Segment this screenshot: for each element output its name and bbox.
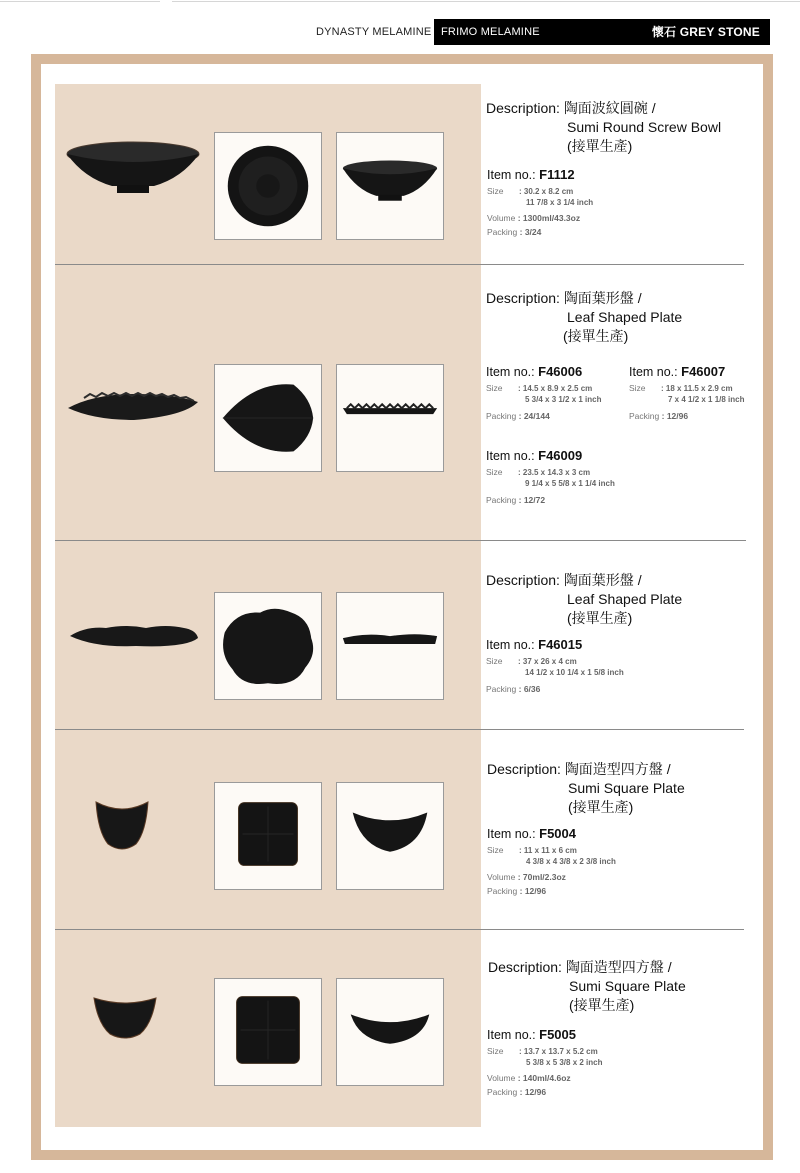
packing-value: : 12/96: [519, 886, 547, 896]
brand-nav: [0, 19, 800, 45]
size-label: Size: [486, 656, 503, 666]
section-divider: [55, 729, 744, 730]
bowl-top-view-box: [214, 132, 322, 240]
packing-label: Packing: [487, 227, 518, 237]
packing-value: : 12/96: [519, 1087, 547, 1097]
description-en: Sumi Square Plate: [569, 978, 686, 994]
item-no-value: F5004: [539, 826, 576, 841]
size-inch: 5 3/4 x 3 1/2 x 1 inch: [525, 395, 602, 404]
description-label: Description:: [486, 290, 560, 306]
nav-tab-grey-stone[interactable]: 懷石 GREY STONE: [564, 19, 770, 45]
description-label: Description:: [486, 572, 560, 588]
item-no-label: Item no.:: [487, 827, 536, 841]
size-cm: : 11 x 11 x 6 cm: [519, 846, 577, 855]
item-no-value: F46006: [538, 364, 583, 379]
size-inch: 14 1/2 x 10 1/4 x 1 5/8 inch: [525, 668, 624, 677]
packing-label: Packing: [486, 411, 517, 421]
item-spec-f46006: [486, 364, 602, 421]
packing-label: Packing: [487, 886, 518, 896]
item-no-value: F1112: [539, 167, 575, 182]
size-cm: : 13.7 x 13.7 x 5.2 cm: [519, 1047, 598, 1056]
description-block: [487, 760, 685, 817]
wavy-leaf-plate-angle-view-box: [336, 592, 444, 700]
description-note: (接單生產): [567, 610, 633, 626]
description-block: [486, 571, 682, 628]
item-no-label: Item no.:: [629, 365, 678, 379]
volume-label: Volume: [487, 213, 516, 223]
item-spec-f46007: [629, 364, 745, 421]
item-no-label: Item no.:: [487, 168, 536, 182]
size-cm: : 37 x 26 x 4 cm: [518, 657, 577, 666]
description-zh: 陶面波紋圓碗 /: [563, 100, 656, 116]
description-note: (接單生產): [567, 138, 633, 154]
volume-label: Volume: [487, 872, 516, 882]
item-no-label: Item no.:: [486, 449, 535, 463]
description-note: (接單生產): [569, 997, 635, 1013]
wavy-leaf-plate-side-photo: [66, 618, 200, 652]
packing-value: : 12/96: [661, 411, 689, 421]
size-cm: : 23.5 x 14.3 x 3 cm: [518, 468, 591, 477]
item-no-label: Item no.:: [486, 365, 535, 379]
description-zh: 陶面造型四方盤 /: [565, 959, 672, 975]
description-note: (接單生產): [568, 799, 634, 815]
description-zh: 陶面葉形盤 /: [563, 572, 642, 588]
size-label: Size: [486, 383, 503, 393]
nav-tab-frimo-melamine[interactable]: FRIMO MELAMINE: [434, 19, 564, 45]
size-cm: : 18 x 11.5 x 2.9 cm: [661, 384, 733, 393]
packing-label: Packing: [629, 411, 660, 421]
leaf-plate-side-photo: [64, 388, 202, 428]
item-no-label: Item no.:: [486, 638, 535, 652]
description-block: [486, 99, 721, 156]
size-cm: : 14.5 x 8.9 x 2.5 cm: [518, 384, 593, 393]
volume-value: : 1300ml/43.3oz: [517, 213, 581, 223]
packing-value: : 12/72: [518, 495, 546, 505]
packing-label: Packing: [486, 495, 517, 505]
item-no-value: F46015: [538, 637, 583, 652]
description-label: Description:: [487, 761, 561, 777]
size-cm: : 30.2 x 8.2 cm: [519, 187, 574, 196]
leaf-plate-top-view-box: [214, 364, 322, 472]
item-spec-f46015: [486, 637, 624, 694]
section-divider: [55, 929, 744, 930]
size-label: Size: [487, 845, 504, 855]
description-en: Sumi Square Plate: [568, 780, 685, 796]
item-spec-f5004: [487, 826, 616, 896]
square-dish-top-view-box: [214, 978, 322, 1086]
size-label: Size: [629, 383, 646, 393]
section-divider: [55, 264, 744, 265]
description-note: (接單生產): [563, 328, 629, 344]
item-no-value: F46007: [681, 364, 726, 379]
packing-value: : 24/144: [518, 411, 550, 421]
description-block: [488, 958, 686, 1015]
description-en: Sumi Round Screw Bowl: [567, 119, 722, 135]
item-spec-f46009: [486, 448, 615, 505]
description-label: Description:: [486, 100, 560, 116]
description-block: [486, 289, 682, 346]
size-label: Size: [486, 467, 503, 477]
square-dish-side-photo: [90, 992, 160, 1048]
item-no-label: Item no.:: [487, 1028, 536, 1042]
size-label: Size: [487, 1046, 504, 1056]
item-spec-f5005: [487, 1027, 603, 1097]
size-inch: 9 1/4 x 5 5/8 x 1 1/4 inch: [525, 479, 615, 488]
volume-value: : 140ml/4.6oz: [517, 1073, 571, 1083]
volume-value: : 70ml/2.3oz: [517, 872, 566, 882]
leaf-plate-angle-view-box: [336, 364, 444, 472]
size-inch: 4 3/8 x 4 3/8 x 2 3/8 inch: [526, 857, 616, 866]
square-dish-top-view-box: [214, 782, 322, 890]
packing-label: Packing: [486, 684, 517, 694]
description-zh: 陶面造型四方盤 /: [564, 761, 671, 777]
size-inch: 11 7/8 x 3 1/4 inch: [526, 198, 594, 207]
size-inch: 5 3/8 x 5 3/8 x 2 inch: [526, 1058, 603, 1067]
description-zh: 陶面葉形盤 /: [563, 290, 642, 306]
description-en: Leaf Shaped Plate: [567, 591, 683, 607]
packing-label: Packing: [487, 1087, 518, 1097]
item-no-value: F5005: [539, 1027, 576, 1042]
square-dish-side-photo: [92, 798, 152, 856]
square-dish-angle-view-box: [336, 782, 444, 890]
nav-tab-dynasty-melamine[interactable]: DYNASTY MELAMINE: [316, 26, 432, 38]
bowl-angle-view-box: [336, 132, 444, 240]
packing-value: : 6/36: [518, 684, 541, 694]
packing-value: : 3/24: [519, 227, 542, 237]
item-no-value: F46009: [538, 448, 583, 463]
description-en: Leaf Shaped Plate: [567, 309, 683, 325]
section-divider: [55, 540, 746, 541]
wavy-leaf-plate-top-view-box: [214, 592, 322, 700]
item-spec-f1112: [487, 167, 593, 237]
bowl-side-photo: [64, 140, 202, 204]
volume-label: Volume: [487, 1073, 516, 1083]
description-label: Description:: [488, 959, 562, 975]
square-dish-angle-view-box: [336, 978, 444, 1086]
size-label: Size: [487, 186, 504, 196]
top-divider: [0, 0, 800, 4]
size-inch: 7 x 4 1/2 x 1 1/8 inch: [668, 395, 745, 404]
